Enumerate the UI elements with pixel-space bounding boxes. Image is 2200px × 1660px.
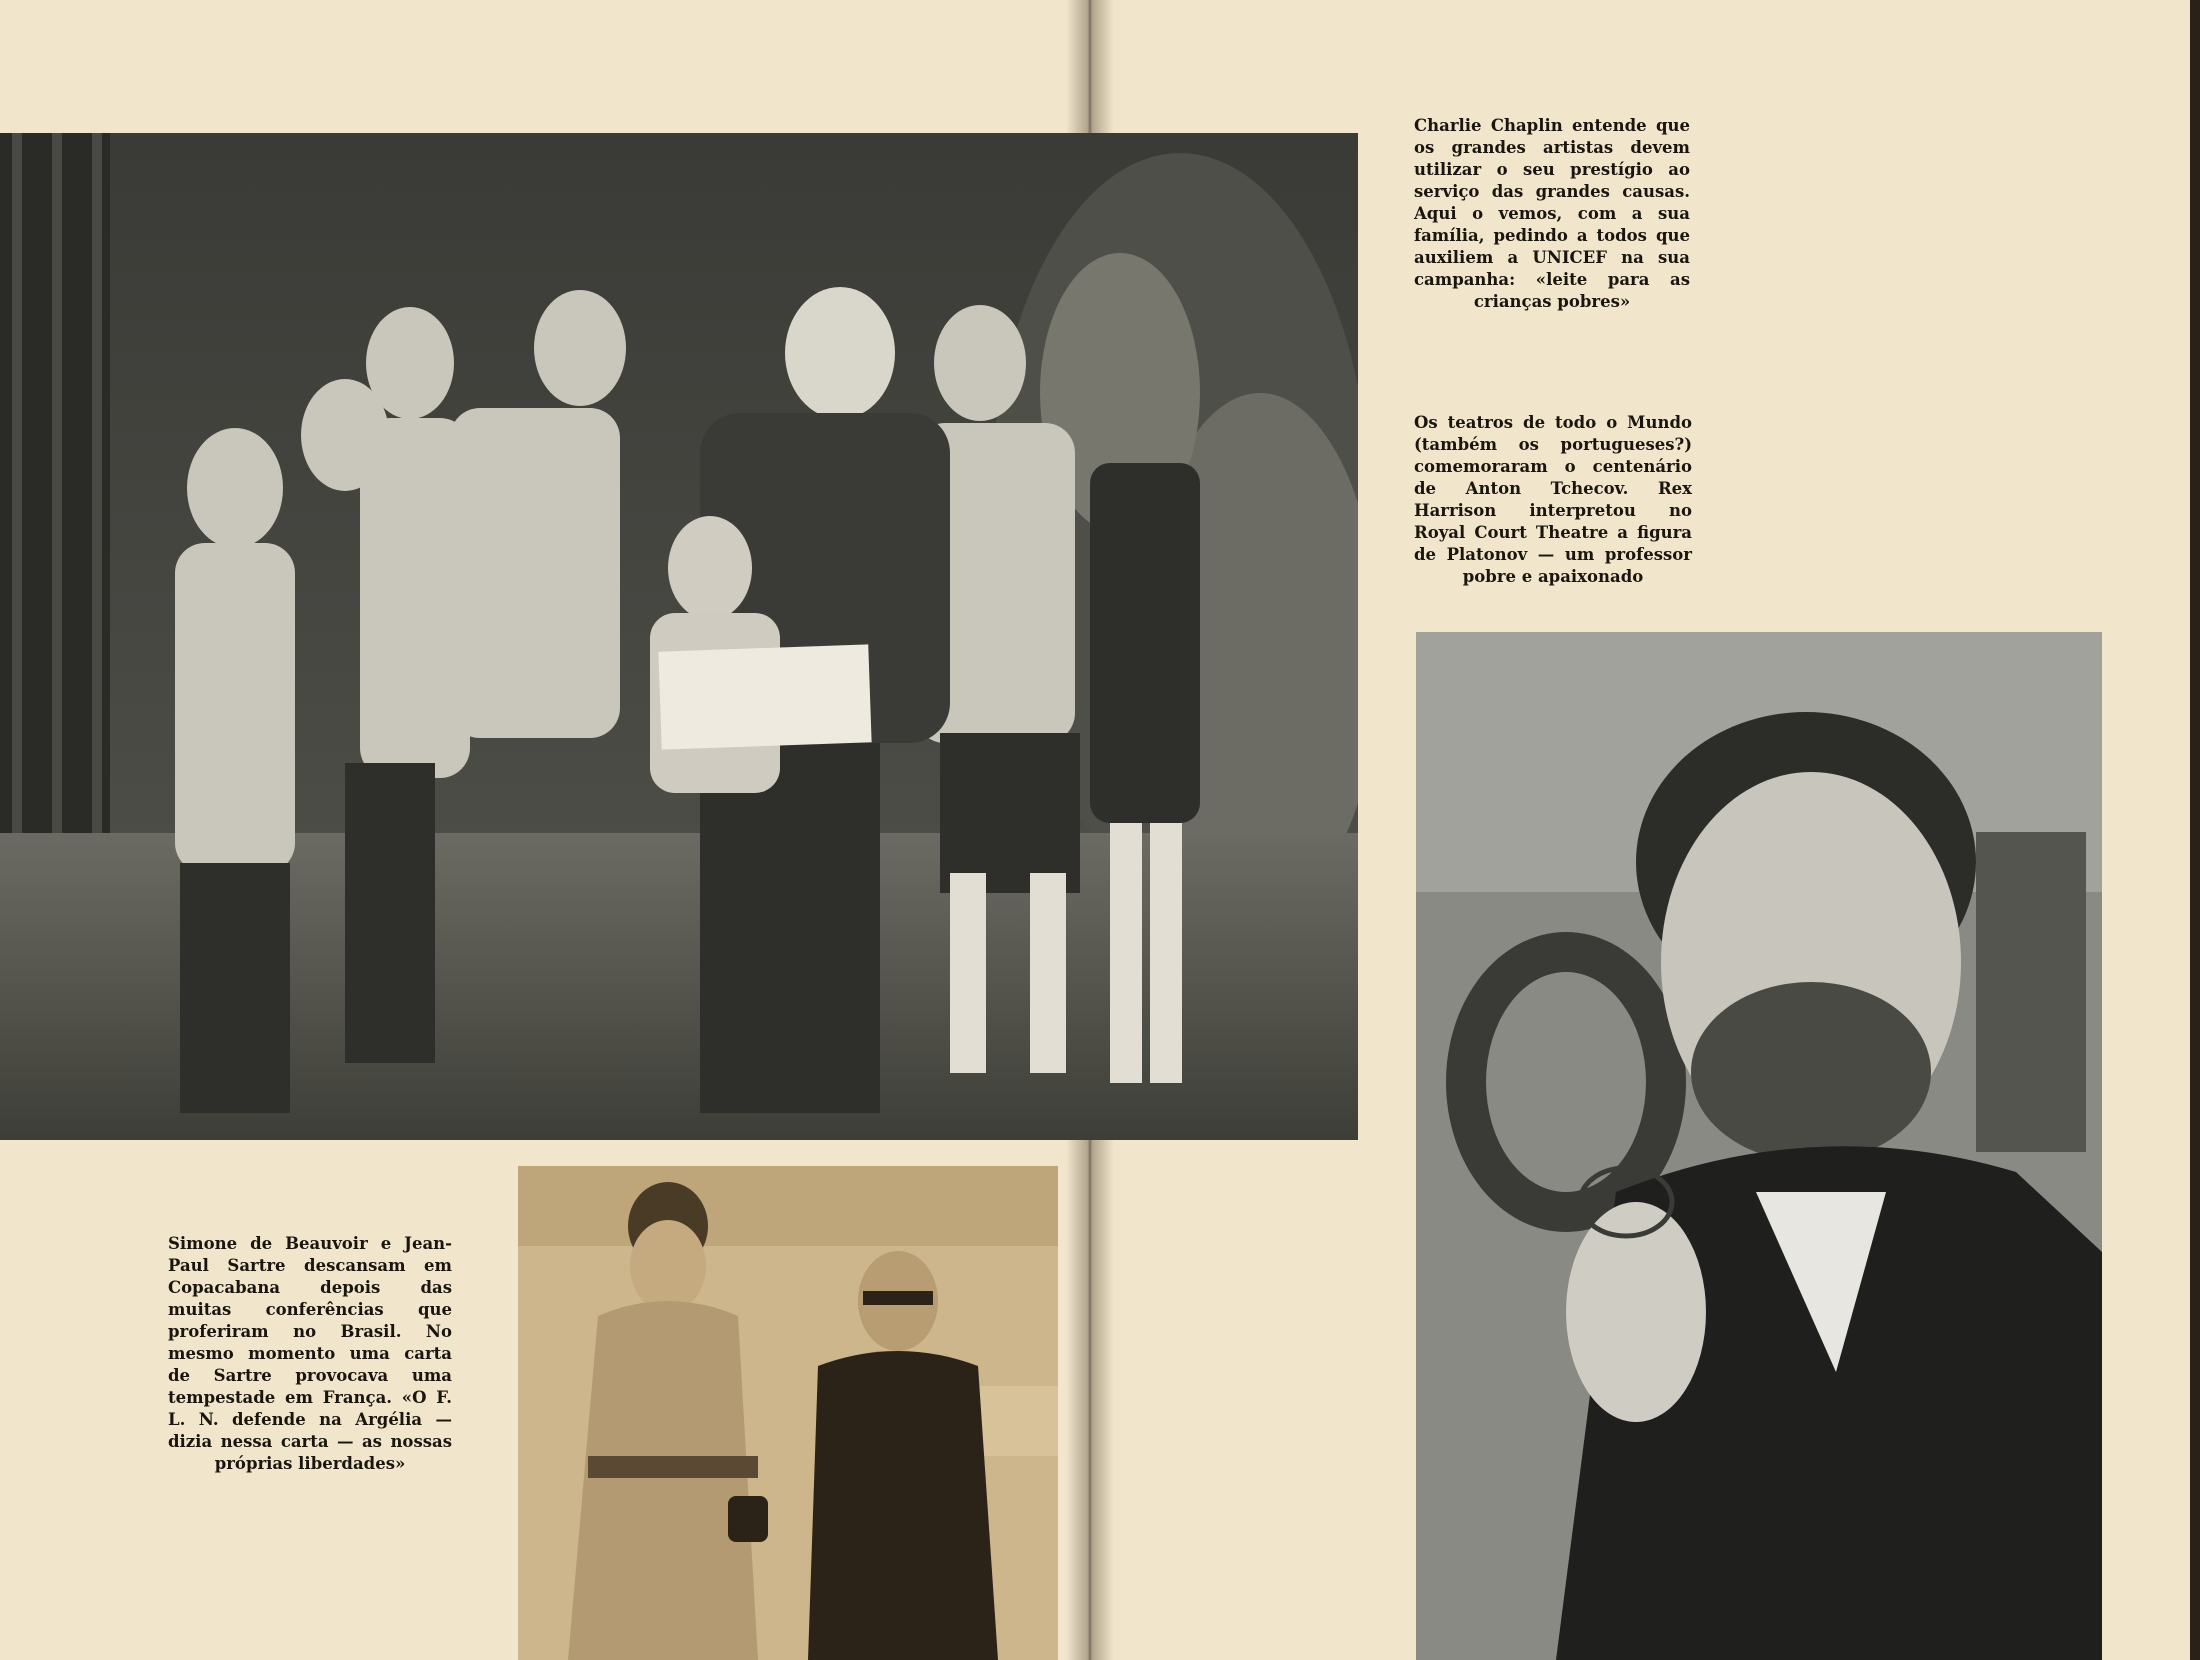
- beauvoir-sartre-caption: Simone de Beauvoir e Jean-Paul Sartre descansam em Copacabana depois das muitas conferências que proferiram no Brasil. No mesmo momento uma carta de Sartre provocava uma tempestade em França. «O F. L. N. defende na Argélia — dizia nessa carta — as nossas próprias liberdades»: [168, 1234, 452, 1473]
- beauvoir-sartre-photo: [518, 1166, 1058, 1660]
- harrison-caption: Os teatros de todo o Mundo (também os portugueses?) comemoraram o centenário de Anton Tchecov. Rex Harrison interpretou no Royal Court Theatre a figura de Platonov — um professor pobre e apaixonado: [1414, 413, 1692, 586]
- chaplin-caption: Charlie Chaplin entende que os grandes artistas devem utilizar o seu prestígio ao serviço das grandes causas. Aqui o vemos, com a sua família, pedindo a todos que auxiliem a UNICEF na sua campanha: «leite para as crianças pobres»: [1414, 116, 1690, 311]
- chaplin-family-photo: [0, 133, 1358, 1140]
- page-edge: [2190, 0, 2200, 1660]
- rex-harrison-photo: [1416, 632, 2102, 1660]
